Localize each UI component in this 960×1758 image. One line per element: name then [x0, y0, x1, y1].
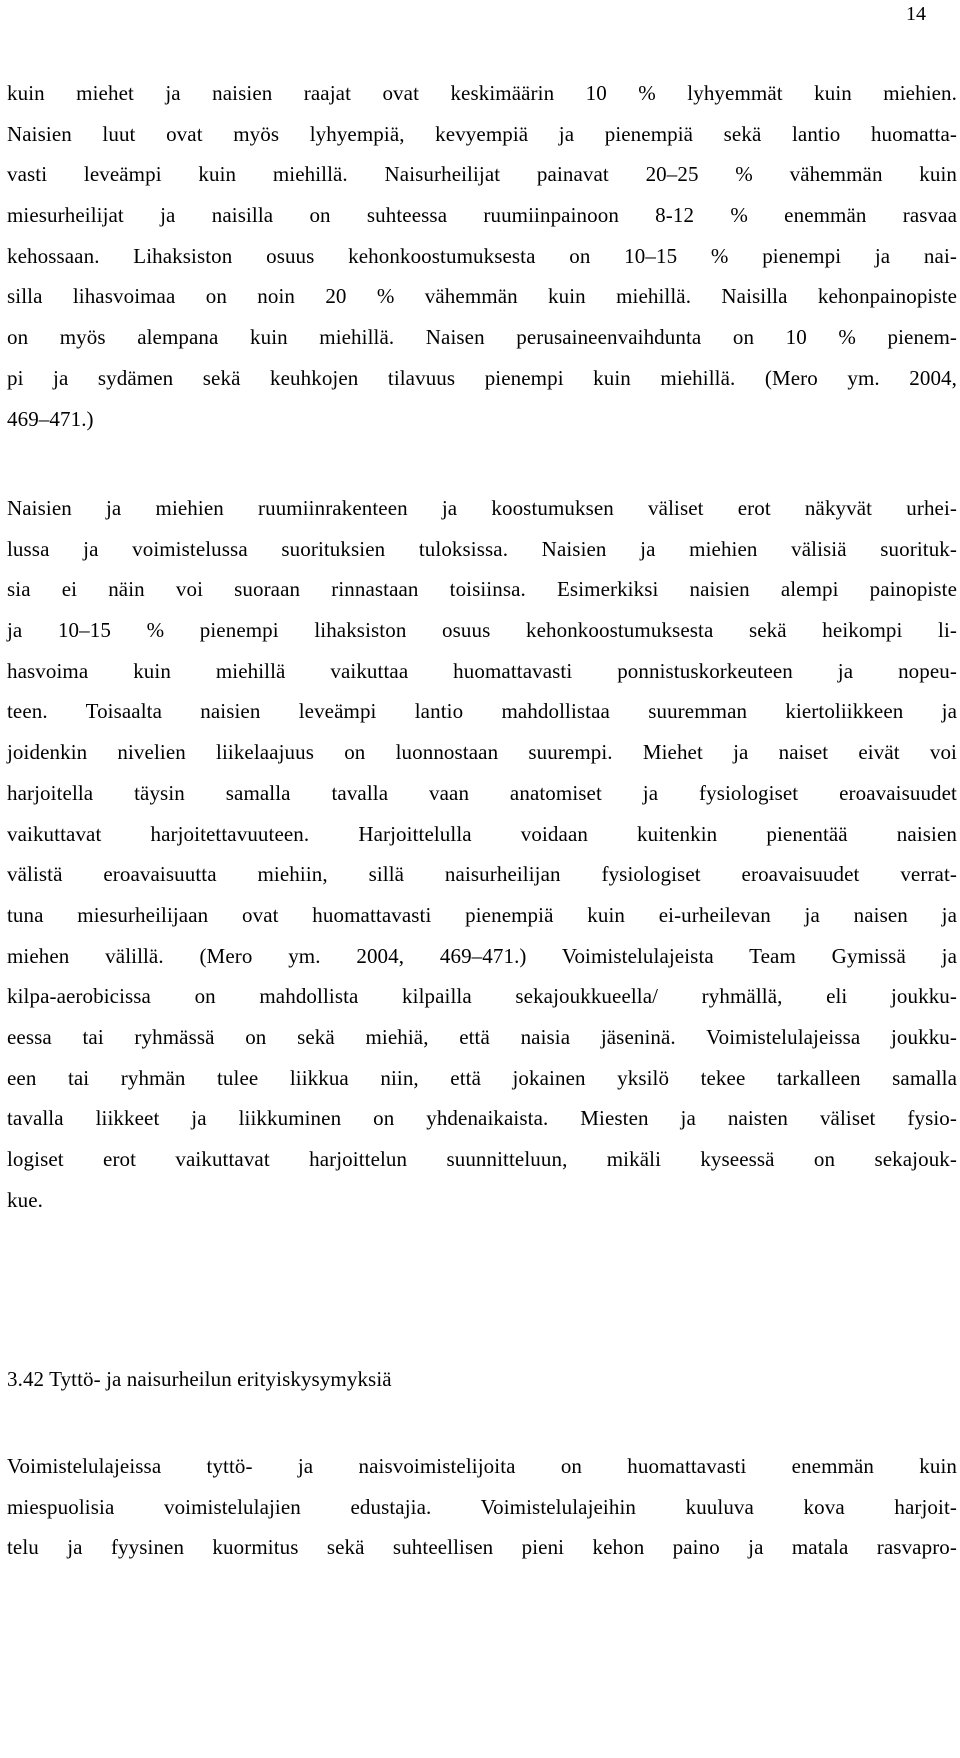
section-heading-text: 3.42 Tyttö- ja naisurheilun erityiskysymyksiä: [7, 1367, 392, 1391]
text-line: sia ei näin voi suoraan rinnastaan toisiinsa. Esimerkiksi naisien alempi painopiste: [7, 577, 957, 602]
text-line: eessa tai ryhmässä on sekä miehiä, että naisia jäseninä. Voimistelulajeissa joukku-: [7, 1024, 957, 1049]
text-line: 469–471.): [7, 406, 94, 431]
text-line: vaikuttavat harjoitettavuuteen. Harjoittelulla voidaan kuitenkin pienentää naisien: [7, 821, 957, 846]
text-line: kilpa-aerobicissa on mahdollista kilpailla sekajoukkueella/ ryhmällä, eli joukku-: [7, 984, 957, 1009]
text-line: joidenkin nivelien liikelaajuus on luonnostaan suurempi. Miehet ja naiset eivät voi: [7, 740, 957, 765]
paragraph-body-differences: [7, 73, 957, 439]
text-line: een tai ryhmän tulee liikkua niin, että jokainen yksilö tekee tarkalleen samalla: [7, 1065, 957, 1090]
text-line: harjoitella täysin samalla tavalla vaan anatomiset ja fysiologiset eroavaisuudet: [7, 780, 957, 805]
text-line: kehossaan. Lihaksiston osuus kehonkoostumuksesta on 10–15 % pienempi ja nai-: [7, 243, 957, 268]
text-line: välistä eroavaisuutta miehiin, sillä naisurheilijan fysiologiset eroavaisuudet verrat-: [7, 862, 957, 887]
text-line: miesurheilijat ja naisilla on suhteessa ruumiinpainoon 8-12 % enemmän rasvaa: [7, 203, 957, 228]
text-line: ja 10–15 % pienempi lihaksiston osuus kehonkoostumuksesta sekä heikompi li-: [7, 618, 957, 643]
text-line: hasvoima kuin miehillä vaikuttaa huomattavasti ponnistuskorkeuteen ja nopeu-: [7, 658, 957, 683]
text-line: Naisien luut ovat myös lyhyempiä, kevyempiä ja pienempiä sekä lantio huomatta-: [7, 121, 957, 146]
text-line: logiset erot vaikuttavat harjoittelun suunnitteluun, mikäli kyseessä on sekajouk-: [7, 1147, 957, 1171]
paragraph-sport-differences: [7, 488, 957, 1220]
text-line: silla lihasvoimaa on noin 20 % vähemmän kuin miehillä. Naisilla kehonpainopiste: [7, 284, 957, 309]
text-line: kue.: [7, 1187, 43, 1212]
text-line: telu ja fyysinen kuormitus sekä suhteellisen pieni kehon paino ja matala rasvapro-: [7, 1535, 957, 1560]
text-line: tuna miesurheilijaan ovat huomattavasti pienempiä kuin ei-urheilevan ja naisen ja: [7, 902, 957, 927]
text-line: teen. Toisaalta naisien leveämpi lantio mahdollistaa suuremman kiertoliikkeen ja: [7, 699, 957, 724]
text-line: tavalla liikkeet ja liikkuminen on yhdenaikaista. Miesten ja naisten väliset fysio-: [7, 1106, 957, 1131]
paragraph-girls-women-sport: [7, 1446, 957, 1568]
text-line: miespuolisia voimistelulajien edustajia. Voimistelulajeihin kuuluva kova harjoit-: [7, 1494, 957, 1519]
text-line: on myös alempana kuin miehillä. Naisen perusaineenvaihdunta on 10 % pienem-: [7, 325, 957, 350]
text-line: Naisien ja miehien ruumiinrakenteen ja koostumuksen väliset erot näkyvät urhei-: [7, 496, 957, 520]
text-line: Voimistelulajeissa tyttö- ja naisvoimistelijoita on huomattavasti enemmän kuin: [7, 1454, 957, 1478]
text-line: lussa ja voimistelussa suorituksien tuloksissa. Naisien ja miehien välisiä suorituk-: [7, 536, 957, 561]
section-heading: [7, 1359, 957, 1400]
text-line: kuin miehet ja naisien raajat ovat keskimäärin 10 % lyhyemmät kuin miehien.: [7, 81, 957, 105]
page-number: 14: [906, 3, 926, 25]
text-line: vasti leveämpi kuin miehillä. Naisurheilijat painavat 20–25 % vähemmän kuin: [7, 162, 957, 187]
text-line: pi ja sydämen sekä keuhkojen tilavuus pienempi kuin miehillä. (Mero ym. 2004,: [7, 365, 957, 390]
text-line: miehen välillä. (Mero ym. 2004, 469–471.) Voimistelulajeista Team Gymissä ja: [7, 943, 957, 968]
